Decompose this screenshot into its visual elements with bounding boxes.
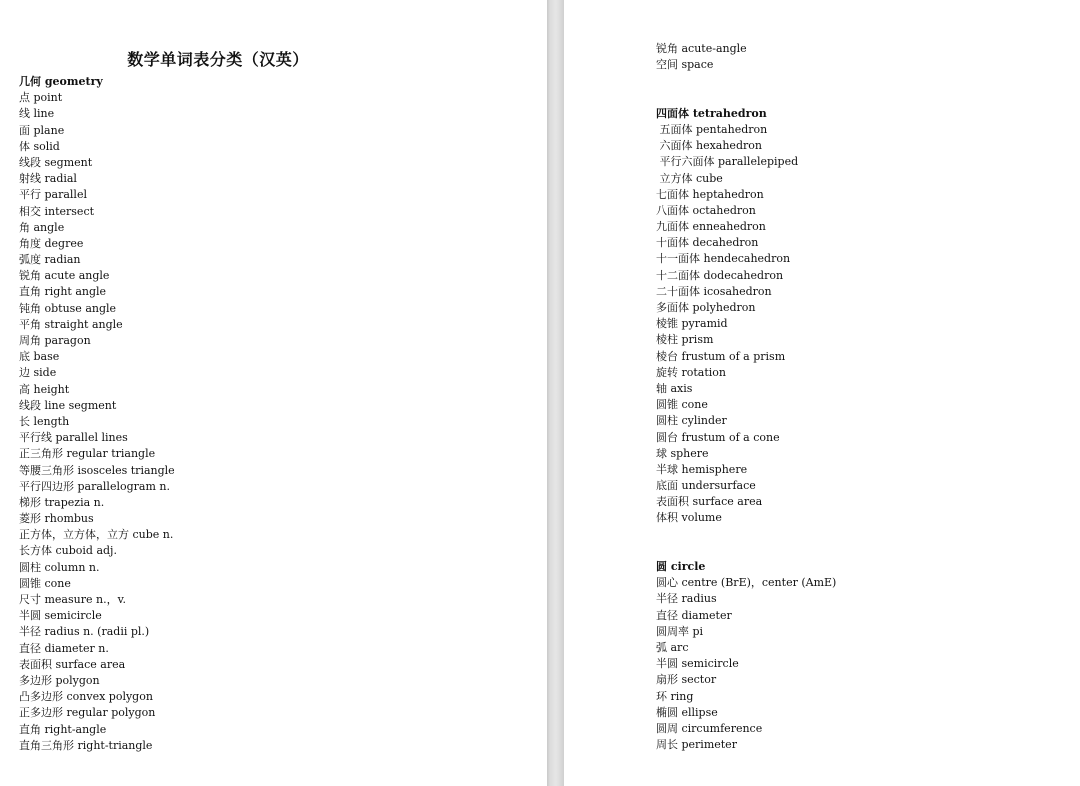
vocabulary-entry: 圆周率 pi (656, 624, 704, 638)
vocabulary-entry: 圆台 frustum of a cone (656, 430, 780, 444)
vocabulary-entry: 棱锥 pyramid (656, 317, 728, 331)
vocabulary-entry: 高 height (19, 382, 70, 396)
vocabulary-entry: 梯形 trapezia n. (19, 495, 105, 509)
vocabulary-entry: 半圆 semicircle (19, 609, 102, 623)
blank-line (656, 527, 836, 543)
vocabulary-entry: 弧度 radian (19, 253, 81, 267)
vocabulary-entry: 空间 space (656, 58, 714, 72)
vocabulary-entry: 线段 segment (19, 155, 93, 169)
vocabulary-entry: 直角三角形 right-triangle (19, 738, 153, 752)
vocabulary-entry: 凸多边形 convex polygon (19, 690, 153, 704)
vocabulary-entry: 相交 intersect (19, 204, 95, 218)
vocabulary-entry: 十一面体 hendecahedron (656, 252, 791, 266)
vocabulary-entry: 半径 radius (656, 592, 717, 606)
vocabulary-entry: 扇形 sector (656, 673, 717, 687)
vocabulary-entry: 圆柱 cylinder (656, 414, 727, 428)
document-page-right (564, 0, 1080, 786)
vocabulary-entry: 半圆 semicircle (656, 657, 739, 671)
vocabulary-entry: 六面体 hexahedron (656, 139, 762, 153)
vocabulary-entry: 线段 line segment (19, 398, 117, 412)
vocabulary-entry: 长 length (19, 414, 70, 428)
vocabulary-entry: 棱台 frustum of a prism (656, 349, 786, 363)
vocabulary-entry: 平行 parallel (19, 188, 87, 202)
vocabulary-entry: 边 side (19, 366, 57, 380)
vocabulary-entry: 底面 undersurface (656, 479, 756, 493)
vocabulary-entry: 体 solid (19, 139, 60, 153)
vocabulary-entry: 立方体 cube (656, 171, 723, 185)
vocabulary-entry: 射线 radial (19, 172, 77, 186)
vocabulary-entry: 直角 right angle (19, 285, 107, 299)
vocabulary-entry: 旋转 rotation (656, 365, 727, 379)
vocabulary-entry: 周长 perimeter (656, 738, 737, 752)
vocabulary-entry: 直径 diameter n. (19, 641, 109, 655)
vocabulary-entry: 圆柱 column n. (19, 560, 100, 574)
vocabulary-entry: 轴 axis (656, 381, 693, 395)
vocabulary-list-left (19, 74, 175, 754)
vocabulary-entry: 七面体 heptahedron (656, 187, 764, 201)
vocabulary-entry: 正多边形 regular polygon (19, 706, 156, 720)
vocabulary-entry: 多边形 polygon (19, 673, 100, 687)
vocabulary-entry: 尺寸 measure n.，v. (19, 593, 126, 606)
page-gutter (547, 0, 564, 786)
vocabulary-entry: 角度 degree (19, 236, 84, 250)
vocabulary-entry: 八面体 octahedron (656, 203, 756, 217)
vocabulary-entry: 表面积 surface area (656, 495, 763, 509)
vocabulary-entry: 平行六面体 parallelepiped (656, 155, 799, 169)
blank-line (656, 543, 836, 559)
vocabulary-entry: 锐角 acute angle (19, 269, 110, 283)
vocabulary-entry: 正三角形 regular triangle (19, 447, 156, 461)
vocabulary-entry: 圆锥 cone (656, 398, 708, 412)
vocabulary-entry: 椭圆 ellipse (656, 705, 718, 719)
vocabulary-entry: 球 sphere (656, 446, 709, 460)
vocabulary-entry: 平行线 parallel lines (19, 431, 128, 445)
vocabulary-entry: 直径 diameter (656, 608, 732, 622)
vocabulary-entry: 角 angle (19, 220, 65, 234)
vocabulary-entry: 平行四边形 parallelogram n. (19, 479, 170, 493)
blank-line (656, 90, 836, 106)
vocabulary-entry: 环 ring (656, 689, 694, 703)
vocabulary-entry: 表面积 surface area (19, 657, 126, 671)
section-heading: 圆 circle (656, 560, 706, 573)
vocabulary-entry: 多面体 polyhedron (656, 301, 756, 314)
vocabulary-entry: 九面体 enneahedron (656, 220, 766, 234)
vocabulary-entry: 棱柱 prism (656, 333, 714, 347)
section-heading: 四面体 tetrahedron (656, 106, 767, 120)
vocabulary-entry: 线 line (19, 107, 55, 121)
vocabulary-entry: 平角 straight angle (19, 317, 123, 331)
page-title: 数学单词表分类（汉英） (127, 50, 309, 69)
vocabulary-entry: 正方体，立方体，立方 cube n. (19, 528, 174, 542)
vocabulary-entry: 圆锥 cone (19, 576, 71, 590)
vocabulary-entry: 二十面体 icosahedron (656, 284, 772, 298)
vocabulary-entry: 周角 paragon (19, 334, 91, 347)
vocabulary-entry: 锐角 acute-angle (656, 42, 747, 55)
vocabulary-entry: 半径 radius n. (radii pl.) (19, 625, 150, 639)
blank-line (656, 73, 836, 89)
vocabulary-entry: 直角 right-angle (19, 722, 107, 736)
vocabulary-entry: 钝角 obtuse angle (19, 301, 117, 315)
vocabulary-entry: 十二面体 dodecahedron (656, 268, 784, 282)
vocabulary-entry: 圆心 centre (BrE)，center (AmE) (656, 576, 837, 590)
vocabulary-entry: 面 plane (19, 123, 65, 137)
vocabulary-entry: 长方体 cuboid adj. (19, 544, 117, 558)
vocabulary-entry: 体积 volume (656, 511, 722, 525)
vocabulary-entry: 底 base (19, 350, 60, 364)
vocabulary-entry: 弧 arc (656, 640, 689, 654)
vocabulary-entry: 菱形 rhombus (19, 512, 94, 526)
vocabulary-entry: 半球 hemisphere (656, 462, 748, 476)
vocabulary-entry: 五面体 pentahedron (656, 122, 768, 136)
vocabulary-entry: 点 point (19, 91, 63, 105)
vocabulary-list-right (656, 41, 836, 753)
section-heading: 几何 geometry (19, 75, 103, 88)
vocabulary-entry: 圆周 circumference (656, 721, 763, 735)
vocabulary-entry: 等腰三角形 isosceles triangle (19, 463, 175, 477)
vocabulary-entry: 十面体 decahedron (656, 236, 759, 250)
